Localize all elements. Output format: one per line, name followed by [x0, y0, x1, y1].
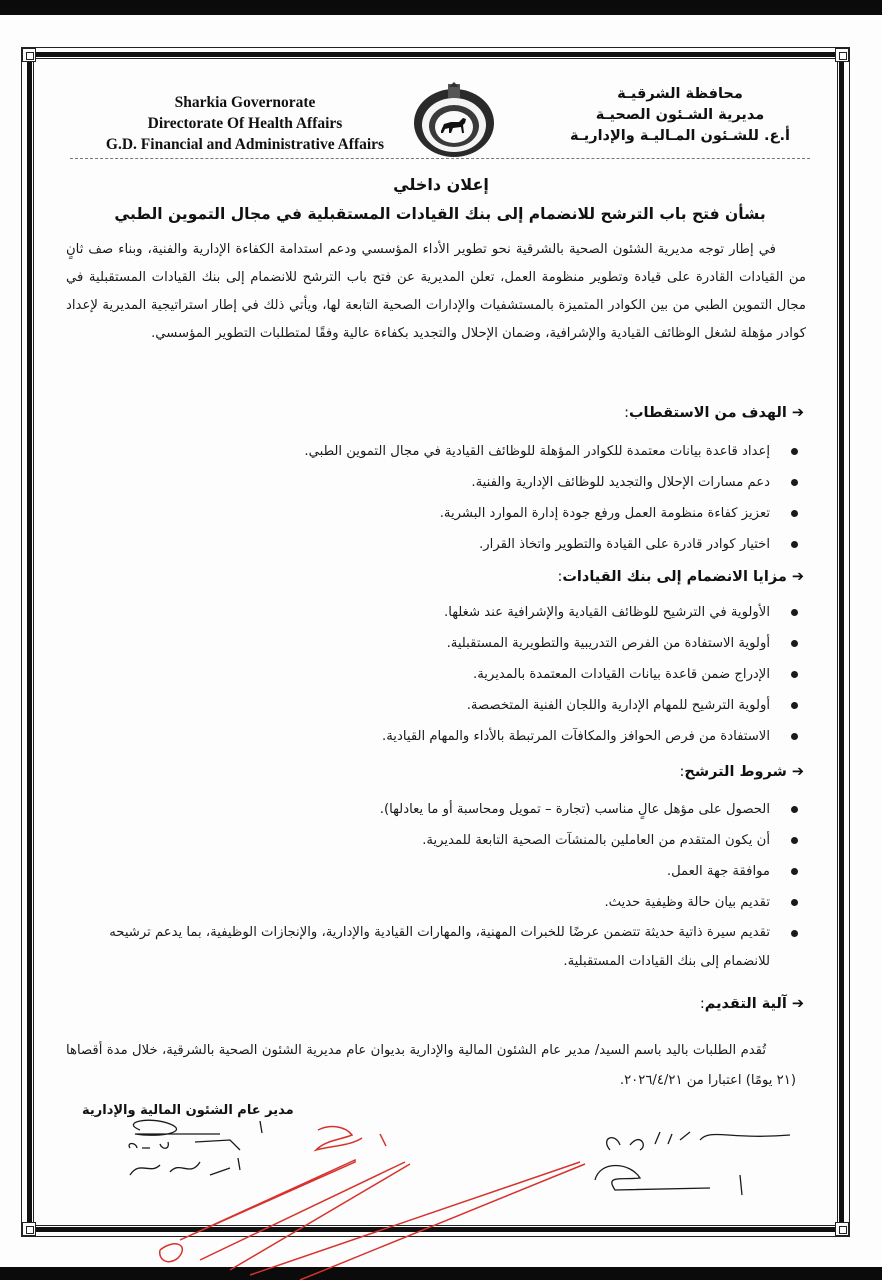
list-item: الحصول على مؤهل عالٍ مناسب (تجارة – تمويل ومحاسبة أو ما يعادلها). — [64, 794, 804, 825]
bullet-icon — [791, 640, 798, 647]
goals-heading-text: الهدف من الاستقطاب — [628, 405, 787, 421]
benefits-list — [64, 597, 804, 752]
bullet-icon — [791, 448, 798, 455]
list-item: اختيار كوادر قادرة على القيادة والتطوير واتخاذ القرار. — [64, 529, 804, 560]
signatory-title: مدير عام الشئون المالية والإدارية — [82, 1103, 294, 1118]
goals-heading: ➔الهدف من الاستقطاب: — [624, 405, 804, 421]
bullet-icon — [791, 837, 798, 844]
frame-corner-top-left — [22, 48, 36, 62]
list-item: دعم مسارات الإحلال والتجديد للوظائف الإدارية والفنية. — [64, 467, 804, 498]
bullet-icon — [791, 899, 798, 906]
governorate-horse-emblem-icon — [411, 78, 497, 160]
conditions-list — [64, 794, 804, 976]
header-divider — [70, 158, 810, 159]
bullet-icon — [791, 510, 798, 517]
bottom-black-band — [0, 1267, 882, 1280]
goals-list — [64, 436, 804, 560]
list-item: إعداد قاعدة بيانات معتمدة للكوادر المؤهلة للوظائف القيادية في مجال التموين الطبي. — [64, 436, 804, 467]
frame-corner-bottom-right — [835, 1222, 849, 1236]
arrow-left-icon: ➔ — [791, 764, 804, 780]
header-english-line3: G.D. Financial and Administrative Affairs — [105, 136, 385, 153]
list-item: الأولوية في الترشيح للوظائف القيادية والإشرافية عند شغلها. — [64, 597, 804, 628]
announcement-subject: بشأن فتح باب الترشح للانضمام إلى بنك القيادات المستقبلية في مجال التموين الطبي — [114, 205, 766, 223]
bullet-icon — [791, 733, 798, 740]
bullet-icon — [791, 930, 798, 937]
list-item: تقديم سيرة ذاتية حديثة تتضمن عرضًا للخبرات المهنية، والمهارات القيادية والإدارية، والإنجازات الوظيفية، بما يدعم ترشيحه للانضمام إلى بنك القيادات المستقبلية. — [64, 918, 804, 976]
header-english — [70, 92, 420, 155]
bullet-icon — [791, 702, 798, 709]
announcement-title: إعلان داخلي — [393, 175, 489, 194]
bullet-icon — [791, 671, 798, 678]
top-black-band — [0, 0, 882, 15]
header-arabic-line3: أ.ع. للشـئون المـاليـة والإداريـة — [570, 128, 790, 144]
benefits-heading: ➔مزايا الانضمام إلى بنك القيادات: — [557, 569, 804, 585]
frame-corner-bottom-left — [22, 1222, 36, 1236]
bullet-icon — [791, 541, 798, 548]
submission-heading-text: آلية التقديم — [704, 996, 787, 1012]
bullet-icon — [791, 479, 798, 486]
arrow-left-icon: ➔ — [791, 569, 804, 585]
header-arabic-line1: محافظة الشرقيـة — [617, 86, 743, 102]
bullet-icon — [791, 609, 798, 616]
list-item: الإدراج ضمن قاعدة بيانات القيادات المعتمدة بالمديرية. — [64, 659, 804, 690]
bullet-icon — [791, 806, 798, 813]
benefits-heading-text: مزايا الانضمام إلى بنك القيادات — [562, 569, 787, 585]
header-arabic — [560, 84, 800, 147]
list-item: أولوية الترشيح للمهام الإدارية واللجان الفنية المتخصصة. — [64, 690, 804, 721]
header-arabic-line2: مديرية الشـئون الصحيـة — [595, 107, 765, 123]
bullet-icon — [791, 868, 798, 875]
header-english-line1: Sharkia Governorate — [174, 94, 316, 111]
submission-paragraph: تُقدم الطلبات باليد باسم السيد/ مدير عام الشئون المالية والإدارية بديوان عام مديرية الشئون الصحية بالشرقية، خلال مدة أقصاها (٢١ يومًا) اعتبارا من ٢٠٢٦/٤/٢١. — [66, 1043, 796, 1088]
header-english-line2: Directorate Of Health Affairs — [147, 115, 343, 132]
arrow-left-icon: ➔ — [791, 996, 804, 1012]
list-item: موافقة جهة العمل. — [64, 856, 804, 887]
list-item: أن يكون المتقدم من العاملين بالمنشآت الصحية التابعة للمديرية. — [64, 825, 804, 856]
conditions-heading: ➔شروط الترشح: — [679, 764, 804, 780]
frame-corner-top-right — [835, 48, 849, 62]
submission-heading: ➔آلية التقديم: — [699, 996, 804, 1012]
arrow-left-icon: ➔ — [791, 405, 804, 421]
intro-paragraph: في إطار توجه مديرية الشئون الصحية بالشرقية نحو تطوير الأداء المؤسسي ودعم استدامة الكفاءة الإدارية والفنية، وبناء صف ثانٍ من القيادات القادرة على قيادة وتطوير منظومة العمل، تعلن المديرية عن فتح باب الترشح للانضمام إلى بنك القيادات المستقبلية في مجال التموين الطبي من بين الكوادر المتميزة بالمستشفيات والإدارات الصحية التابعة لها، ويأتي ذلك في إطار استراتيجية المديرية لإعداد كوادر مؤهلة لشغل الوظائف القيادية والإشرافية، وضمان الإحلال والتجديد بكفاءة عالية وفقًا لمتطلبات التطوير المؤسسي. — [66, 242, 806, 341]
list-item: أولوية الاستفادة من الفرص التدريبية والتطويرية المستقبلية. — [64, 628, 804, 659]
list-item: تعزيز كفاءة منظومة العمل ورفع جودة إدارة الموارد البشرية. — [64, 498, 804, 529]
list-item: تقديم بيان حالة وظيفية حديث. — [64, 887, 804, 918]
conditions-heading-text: شروط الترشح — [684, 764, 787, 780]
list-item: الاستفادة من فرص الحوافز والمكافآت المرتبطة بالأداء والمهام القيادية. — [64, 721, 804, 752]
